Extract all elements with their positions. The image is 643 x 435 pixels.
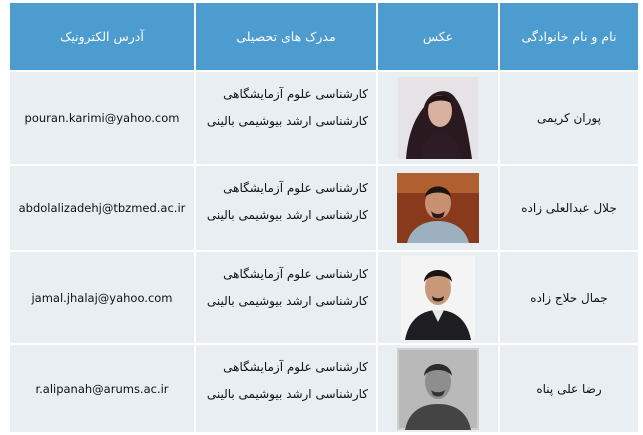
header-photo: عکس [378,3,498,70]
email-link[interactable]: abdolalizadehj@tbzmed.ac.ir [10,166,194,250]
degree-bachelor: کارشناسی علوم آزمایشگاهی [223,181,368,195]
table-row [8,72,640,164]
email-link[interactable]: pouran.karimi@yahoo.com [10,72,194,164]
table-row [8,252,640,343]
portrait-man-bw-icon [397,348,479,430]
degree-bachelor: کارشناسی علوم آزمایشگاهی [223,360,368,374]
staff-table [8,3,640,432]
degree-master: کارشناسی ارشد بیوشیمی بالینی [206,294,368,308]
header-email: آدرس الکترونیک [10,3,194,70]
photo-cell [378,166,498,250]
table-row [8,345,640,432]
table-row [8,166,640,250]
photo-cell [378,72,498,164]
name-cell: جلال عبدالعلی زاده [500,166,638,250]
name-cell: پوران کریمی [500,72,638,164]
email-link[interactable]: r.alipanah@arums.ac.ir [10,345,194,432]
portrait-woman-hijab-icon [398,77,478,159]
degree-master: کارشناسی ارشد بیوشیمی بالینی [206,114,368,128]
header-degree: مدرک های تحصیلی [196,3,376,70]
degree-cell [196,345,376,432]
degree-cell [196,72,376,164]
photo-cell [378,252,498,343]
email-link[interactable]: jamal.jhalaj@yahoo.com [10,252,194,343]
degree-master: کارشناسی ارشد بیوشیمی بالینی [206,387,368,401]
degree-cell [196,166,376,250]
header-name: نام و نام خانوادگی [500,3,638,70]
degree-master: کارشناسی ارشد بیوشیمی بالینی [206,208,368,222]
degree-bachelor: کارشناسی علوم آزمایشگاهی [223,87,368,101]
degree-cell [196,252,376,343]
name-cell: جمال حلاج زاده [500,252,638,343]
portrait-man-icon [397,173,479,243]
photo-cell [378,345,498,432]
table-header [8,3,640,70]
name-cell: رضا علی پناه [500,345,638,432]
degree-bachelor: کارشناسی علوم آزمایشگاهی [223,267,368,281]
portrait-man-icon [401,256,475,340]
